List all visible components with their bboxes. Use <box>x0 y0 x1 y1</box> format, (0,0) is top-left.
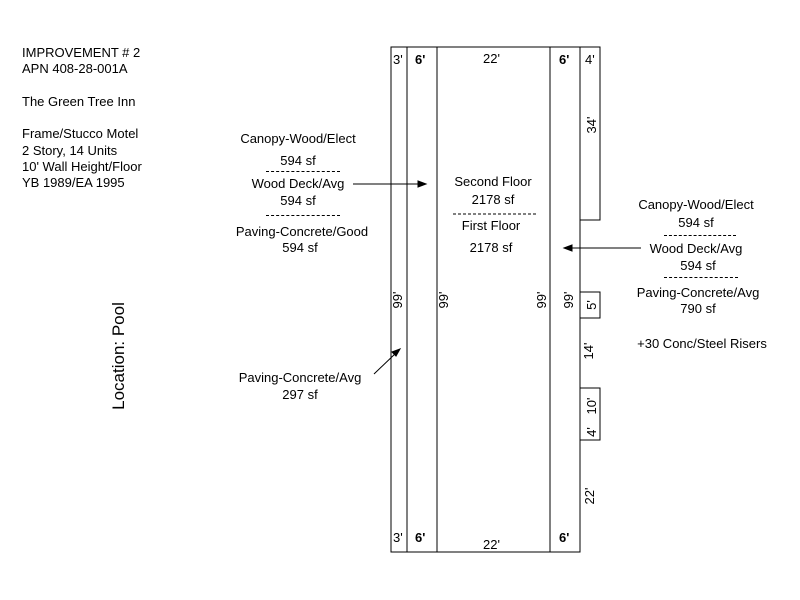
year-built: YB 1989/EA 1995 <box>22 175 125 190</box>
second-floor-label: Second Floor <box>454 174 532 189</box>
dim-side-22: 22' <box>582 487 597 505</box>
stories-units: 2 Story, 14 Units <box>22 143 118 158</box>
first-floor-label: First Floor <box>461 218 521 233</box>
dim-top-3: 3' <box>393 52 403 67</box>
dim-side-99-c: 99' <box>534 291 549 309</box>
right-canopy-label: Canopy-Wood/Elect <box>638 197 754 212</box>
location-label: Location: Pool <box>109 302 128 410</box>
dim-side-99-b: 99' <box>436 291 451 309</box>
wall-height: 10' Wall Height/Floor <box>22 159 142 174</box>
dim-side-34: 34' <box>584 116 599 134</box>
right-deck-area: 594 sf <box>680 258 716 273</box>
improvement-number: IMPROVEMENT # 2 <box>22 45 141 60</box>
dim-side-14: 14' <box>581 342 596 360</box>
left-paving-avg-area: 297 sf <box>282 387 318 402</box>
dim-top-22: 22' <box>483 51 500 66</box>
right-deck-label: Wood Deck/Avg <box>649 241 743 256</box>
dim-bottom-6-right: 6' <box>559 530 570 545</box>
dim-bottom-3: 3' <box>393 530 403 545</box>
dim-side-4: 4' <box>584 427 599 437</box>
right-paving-area: 790 sf <box>680 301 716 316</box>
dim-top-6-right: 6' <box>559 52 570 67</box>
dim-side-99-d: 99' <box>561 291 576 309</box>
property-name: The Green Tree Inn <box>22 94 136 109</box>
dim-side-99-a: 99' <box>390 291 405 309</box>
dim-bottom-6-left: 6' <box>415 530 426 545</box>
dim-top-4: 4' <box>585 52 595 67</box>
right-divider-1 <box>664 235 736 236</box>
left-deck-label: Wood Deck/Avg <box>251 176 345 191</box>
left-divider-2 <box>266 215 340 216</box>
left-deck-area: 594 sf <box>280 193 316 208</box>
right-paving-label: Paving-Concrete/Avg <box>636 285 760 300</box>
apn-number: APN 408-28-001A <box>22 61 128 76</box>
left-paving-avg-label: Paving-Concrete/Avg <box>238 370 362 385</box>
paving-avg-arrow <box>374 352 397 374</box>
construction-type: Frame/Stucco Motel <box>22 126 139 141</box>
dim-side-10: 10' <box>584 397 599 415</box>
left-paving-good-label: Paving-Concrete/Good <box>235 224 369 239</box>
risers-note: +30 Conc/Steel Risers <box>637 336 767 351</box>
dim-bottom-22: 22' <box>483 537 500 552</box>
dim-top-6-left: 6' <box>415 52 426 67</box>
left-divider-1 <box>266 171 340 172</box>
right-canopy-box <box>580 47 600 220</box>
right-canopy-area: 594 sf <box>678 215 714 230</box>
second-floor-area: 2178 sf <box>471 192 515 207</box>
left-deck-strip <box>407 47 437 552</box>
first-floor-area: 2178 sf <box>469 240 513 255</box>
left-canopy-area: 594 sf <box>280 153 316 168</box>
dim-side-5: 5' <box>584 300 599 310</box>
left-paving-good-area: 594 sf <box>282 240 318 255</box>
right-divider-2 <box>664 277 738 278</box>
left-canopy-label: Canopy-Wood/Elect <box>240 131 356 146</box>
